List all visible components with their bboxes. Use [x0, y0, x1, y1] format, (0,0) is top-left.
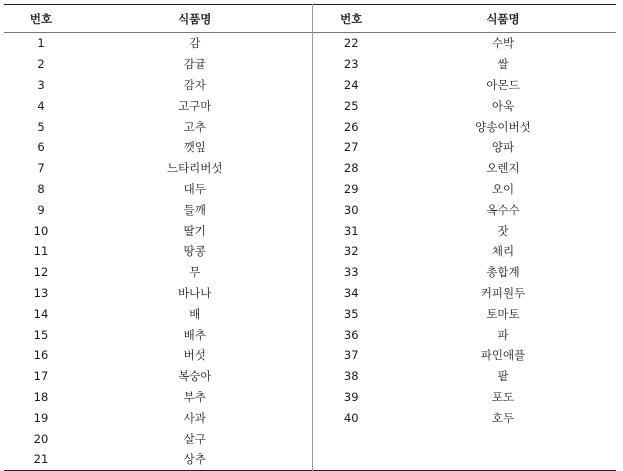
cell-food-name: 쌀	[497, 57, 509, 72]
cell-number: 9	[37, 202, 45, 217]
cell-number: 17	[33, 369, 49, 384]
header-number-right: 번호	[312, 5, 390, 33]
cell-number: 23	[312, 54, 390, 75]
cell-food-name: 팥	[497, 369, 509, 384]
table-row	[4, 137, 616, 158]
cell-food-name: 땅콩	[183, 244, 206, 259]
table-row	[4, 179, 616, 200]
cell-number: 7	[37, 161, 45, 176]
cell-number: 26	[312, 116, 390, 137]
cell-food-name: 느타리버섯	[166, 161, 223, 176]
cell-food-name: 수박	[491, 36, 515, 51]
cell-food-name: 대두	[183, 181, 206, 196]
table-body	[4, 33, 616, 471]
cell-food-name: 토마토	[486, 306, 520, 321]
cell-number: 10	[33, 223, 49, 238]
cell-food-name: 살구	[183, 431, 206, 446]
cell-number: 4	[37, 98, 45, 113]
table-row	[4, 449, 616, 470]
cell-number: 22	[312, 33, 390, 54]
table-row	[4, 283, 616, 304]
table-row	[4, 262, 616, 283]
table-row	[4, 324, 616, 345]
cell-food-name: 들깨	[183, 202, 206, 217]
table-row	[4, 387, 616, 408]
cell-number: 34	[312, 283, 390, 304]
cell-number: 5	[37, 119, 45, 134]
table-row	[4, 345, 616, 366]
cell-food-name: 오이	[491, 181, 515, 196]
table-row	[4, 158, 616, 179]
cell-number: 25	[312, 95, 390, 116]
cell-food-name: 체리	[491, 244, 515, 259]
cell-food-name: 파인애플	[480, 348, 526, 363]
cell-number: 37	[312, 345, 390, 366]
cell-food-name: 아욱	[491, 98, 515, 113]
cell-number: 39	[312, 387, 390, 408]
header-food-name-left: 식품명	[178, 11, 212, 26]
table-row	[4, 366, 616, 387]
empty-cell	[312, 428, 390, 449]
cell-food-name: 상추	[183, 452, 206, 467]
cell-number: 20	[33, 431, 49, 446]
cell-food-name: 호두	[491, 410, 515, 425]
cell-number: 11	[33, 244, 49, 259]
cell-food-name: 커피원두	[480, 285, 526, 300]
cell-food-name: 사과	[183, 410, 206, 425]
table-row	[4, 33, 616, 54]
header-number-left: 번호	[29, 11, 53, 26]
cell-number: 29	[312, 179, 390, 200]
cell-food-name: 아몬드	[486, 77, 520, 92]
cell-food-name: 배추	[183, 327, 206, 342]
header-row	[4, 5, 616, 33]
cell-food-name: 포도	[491, 389, 515, 404]
table-row	[4, 241, 616, 262]
cell-food-name: 옥수수	[486, 202, 520, 217]
cell-number: 14	[33, 306, 49, 321]
food-list-table	[4, 4, 616, 471]
cell-number: 36	[312, 324, 390, 345]
cell-number: 16	[33, 348, 49, 363]
empty-cell	[312, 449, 390, 470]
cell-number: 27	[312, 137, 390, 158]
table-header	[4, 5, 616, 33]
cell-number: 32	[312, 241, 390, 262]
cell-number: 38	[312, 366, 390, 387]
cell-number: 8	[37, 181, 45, 196]
table-row	[4, 428, 616, 449]
cell-number: 30	[312, 199, 390, 220]
cell-number: 6	[37, 140, 45, 155]
cell-number: 33	[312, 262, 390, 283]
table-row	[4, 116, 616, 137]
cell-number: 13	[33, 285, 49, 300]
table-row	[4, 54, 616, 75]
empty-cell	[390, 449, 616, 470]
cell-food-name: 잣	[497, 223, 509, 238]
cell-number: 3	[37, 77, 45, 92]
cell-number: 31	[312, 220, 390, 241]
cell-food-name: 깻잎	[183, 140, 206, 155]
table-row	[4, 220, 616, 241]
cell-food-name: 감자	[183, 77, 206, 92]
cell-number: 40	[312, 407, 390, 428]
cell-number: 1	[37, 36, 45, 51]
header-food-name-right: 식품명	[486, 11, 520, 26]
table-row	[4, 75, 616, 96]
cell-food-name: 무	[189, 265, 201, 280]
cell-number: 18	[33, 389, 49, 404]
empty-cell	[390, 428, 616, 449]
cell-food-name: 버섯	[183, 348, 206, 363]
table-row	[4, 303, 616, 324]
cell-number: 19	[33, 410, 49, 425]
cell-food-name: 고추	[183, 119, 206, 134]
cell-food-name: 딸기	[183, 223, 206, 238]
cell-number: 35	[312, 303, 390, 324]
cell-food-name: 양송이버섯	[475, 119, 531, 134]
cell-food-name: 파	[497, 327, 509, 342]
cell-number: 15	[33, 327, 49, 342]
cell-number: 2	[37, 57, 45, 72]
cell-number: 28	[312, 158, 390, 179]
table-row	[4, 199, 616, 220]
table-row	[4, 95, 616, 116]
cell-number: 21	[33, 452, 49, 467]
cell-food-name: 감귤	[183, 57, 206, 72]
cell-food-name: 양파	[491, 140, 515, 155]
cell-food-name: 감	[189, 36, 201, 51]
cell-food-name: 배	[189, 306, 201, 321]
cell-food-name: 오렌지	[486, 161, 520, 176]
cell-number: 24	[312, 75, 390, 96]
table-row	[4, 407, 616, 428]
cell-food-name: 복숭아	[178, 369, 212, 384]
cell-food-name: 바나나	[178, 285, 212, 300]
cell-food-name: 총합계	[486, 265, 520, 280]
cell-food-name: 고구마	[178, 98, 212, 113]
cell-food-name: 부추	[183, 389, 206, 404]
cell-number: 12	[33, 265, 49, 280]
